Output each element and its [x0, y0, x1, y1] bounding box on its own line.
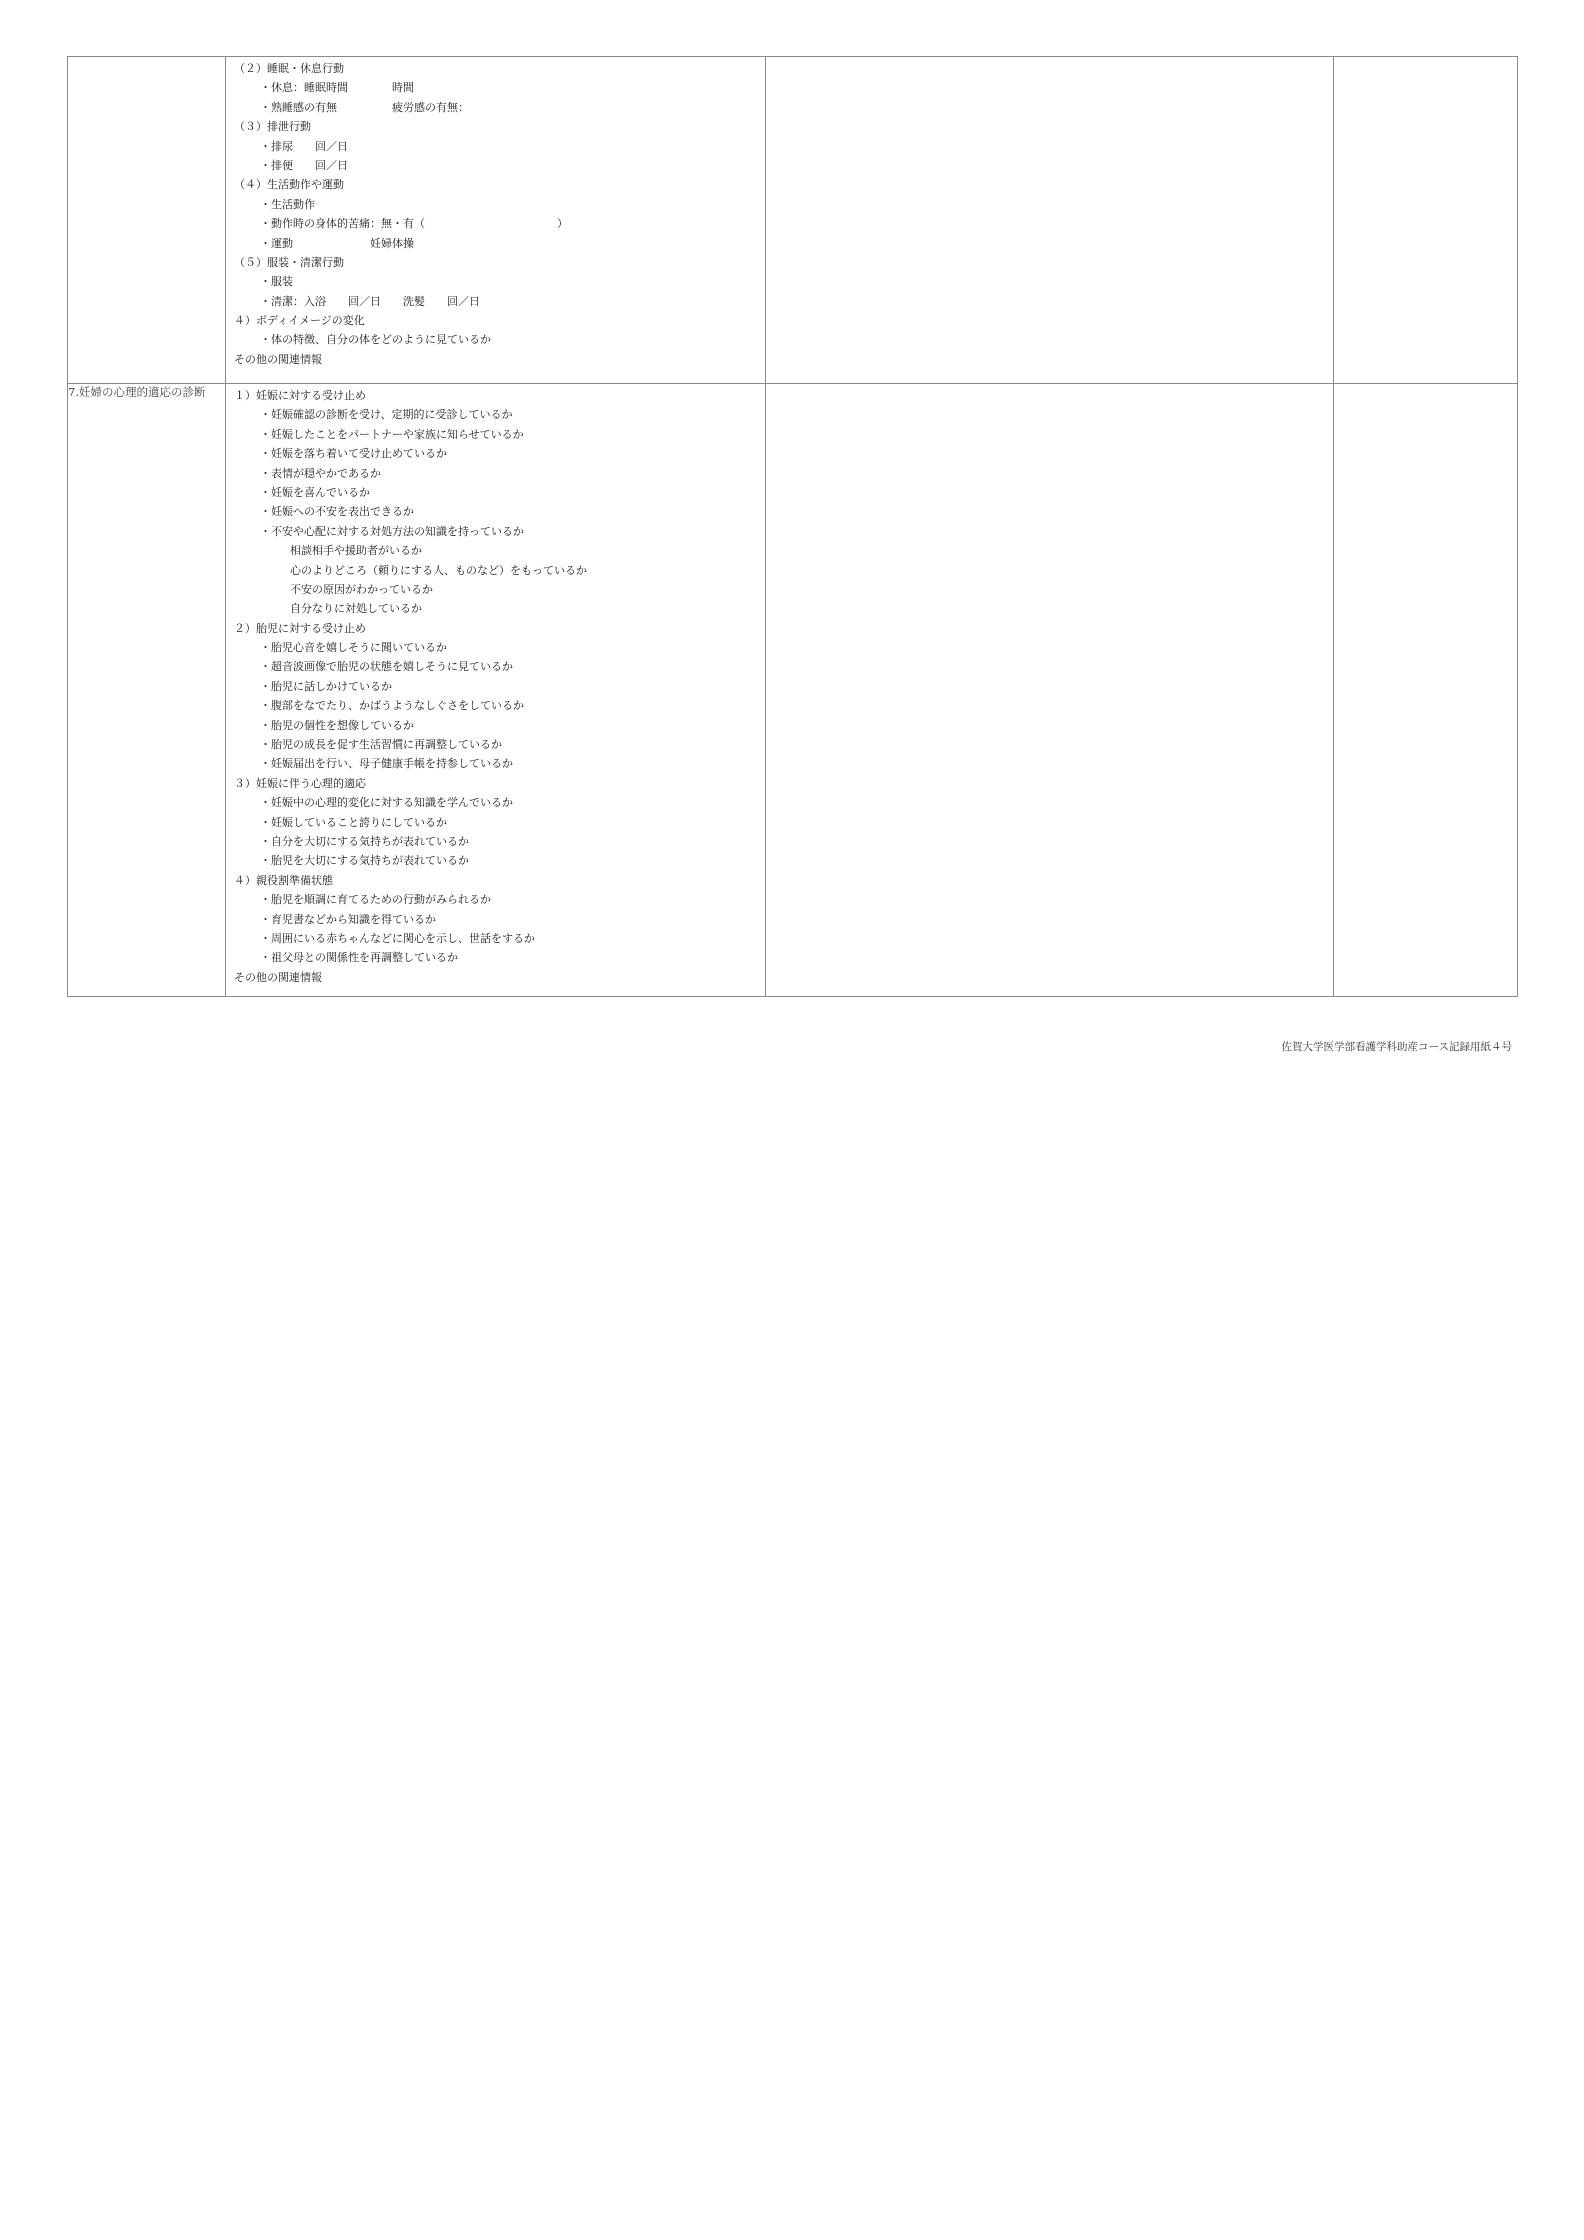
- info-line: 相談相手や援助者がいるか: [290, 544, 422, 558]
- info-line: ・胎児に話しかけているか: [260, 679, 392, 693]
- information-list: [226, 384, 765, 996]
- info-line: ・妊娠していること誇りにしているか: [260, 815, 447, 829]
- info-line: ・表情が穏やかであるか: [260, 466, 381, 480]
- information-cell: [226, 384, 766, 997]
- info-line: ３）妊娠に伴う心理的適応: [234, 776, 366, 790]
- info-line: ・胎児を大切にする気持ちが表れているか: [260, 854, 469, 868]
- info-line: ・排便 回／日: [260, 158, 348, 172]
- info-line: （５）服装・清潔行動: [234, 255, 344, 269]
- info-line: ４）ボディイメージの変化: [234, 314, 365, 328]
- info-line: ・生活動作: [260, 197, 315, 211]
- remarks-cell[interactable]: [1334, 384, 1518, 997]
- form-footer: 佐賀大学医学部看護学科助産コース記録用紙４号: [1281, 1041, 1512, 1053]
- info-line: ・服装: [260, 275, 293, 289]
- info-line: ・周囲にいる赤ちゃんなどに関心を示し、世話をするか: [260, 931, 535, 945]
- info-line: ４）親役割準備状態: [234, 873, 333, 887]
- info-line: ・清潔：入浴 回／日 洗髪 回／日: [260, 294, 480, 308]
- info-line: ・熟睡感の有無 疲労感の有無：: [260, 100, 469, 114]
- assessment-cell[interactable]: [766, 57, 1334, 384]
- info-line: ・不安や心配に対する対処方法の知識を持っているか: [260, 524, 524, 538]
- info-line: ・妊娠したことをパートナーや家族に知らせているか: [260, 427, 524, 441]
- info-line: ・休息：睡眠時間 時間: [260, 81, 414, 95]
- category-label: 7.妊婦の心理的適応の診断: [68, 385, 206, 399]
- info-line: その他の関連情報: [234, 352, 322, 366]
- info-line: ・運動 妊婦体操: [260, 236, 414, 250]
- info-line: １）妊娠に対する受け止め: [234, 389, 366, 402]
- assessment-record-table: [67, 56, 1518, 997]
- assessment-cell[interactable]: [766, 384, 1334, 997]
- info-line: ２）胎児に対する受け止め: [234, 621, 366, 635]
- info-line: ・妊娠確認の診断を受け、定期的に受診しているか: [260, 408, 513, 422]
- info-line: 不安の原因がわかっているか: [290, 582, 433, 596]
- info-line: ・妊娠を喜んでいるか: [260, 485, 370, 499]
- info-line: ・胎児の個性を想像しているか: [260, 718, 414, 732]
- info-line: その他の関連情報: [234, 970, 322, 984]
- info-line: ・超音波画像で胎児の状態を嬉しそうに見ているか: [260, 660, 513, 674]
- info-line: （４）生活動作や運動: [234, 178, 344, 192]
- info-line: ・胎児心音を嬉しそうに聞いているか: [260, 641, 447, 655]
- info-line: ・妊娠への不安を表出できるか: [260, 505, 414, 519]
- info-line: ・胎児を順調に育てるための行動がみられるか: [260, 893, 491, 907]
- info-line: ・体の特徴、自分の体をどのように見ているか: [260, 333, 491, 347]
- remarks-cell[interactable]: [1334, 57, 1518, 384]
- info-line: ・妊娠中の心理的変化に対する知識を学んでいるか: [260, 796, 513, 810]
- info-line: ・腹部をなでたり、かばうようなしぐさをしているか: [260, 699, 524, 713]
- info-line: ・胎児の成長を促す生活習慣に再調整しているか: [260, 738, 502, 752]
- info-line: ・祖父母との関係性を再調整しているか: [260, 951, 458, 965]
- info-line: （２）睡眠・休息行動: [234, 62, 344, 75]
- info-line: （３）排泄行動: [234, 120, 311, 134]
- table-row: [68, 384, 1518, 997]
- info-line: ・妊娠届出を行い、母子健康手帳を持参しているか: [260, 757, 513, 771]
- info-line: 自分なりに対処しているか: [290, 602, 422, 616]
- info-line: ・妊娠を落ち着いて受け止めているか: [260, 447, 447, 461]
- information-list: [226, 57, 765, 383]
- info-line: 心のよりどころ（頼りにする人、ものなど）をもっているか: [290, 563, 587, 577]
- info-line: ・自分を大切にする気持ちが表れているか: [260, 834, 469, 848]
- category-label-cell: [68, 57, 226, 384]
- info-line: ・育児書などから知識を得ているか: [260, 912, 436, 926]
- information-cell: [226, 57, 766, 384]
- table-row: [68, 57, 1518, 384]
- info-line: ・動作時の身体的苦痛：無・有（ ）: [260, 217, 568, 231]
- category-label-cell: [68, 384, 226, 997]
- info-line: ・排尿 回／日: [260, 139, 348, 153]
